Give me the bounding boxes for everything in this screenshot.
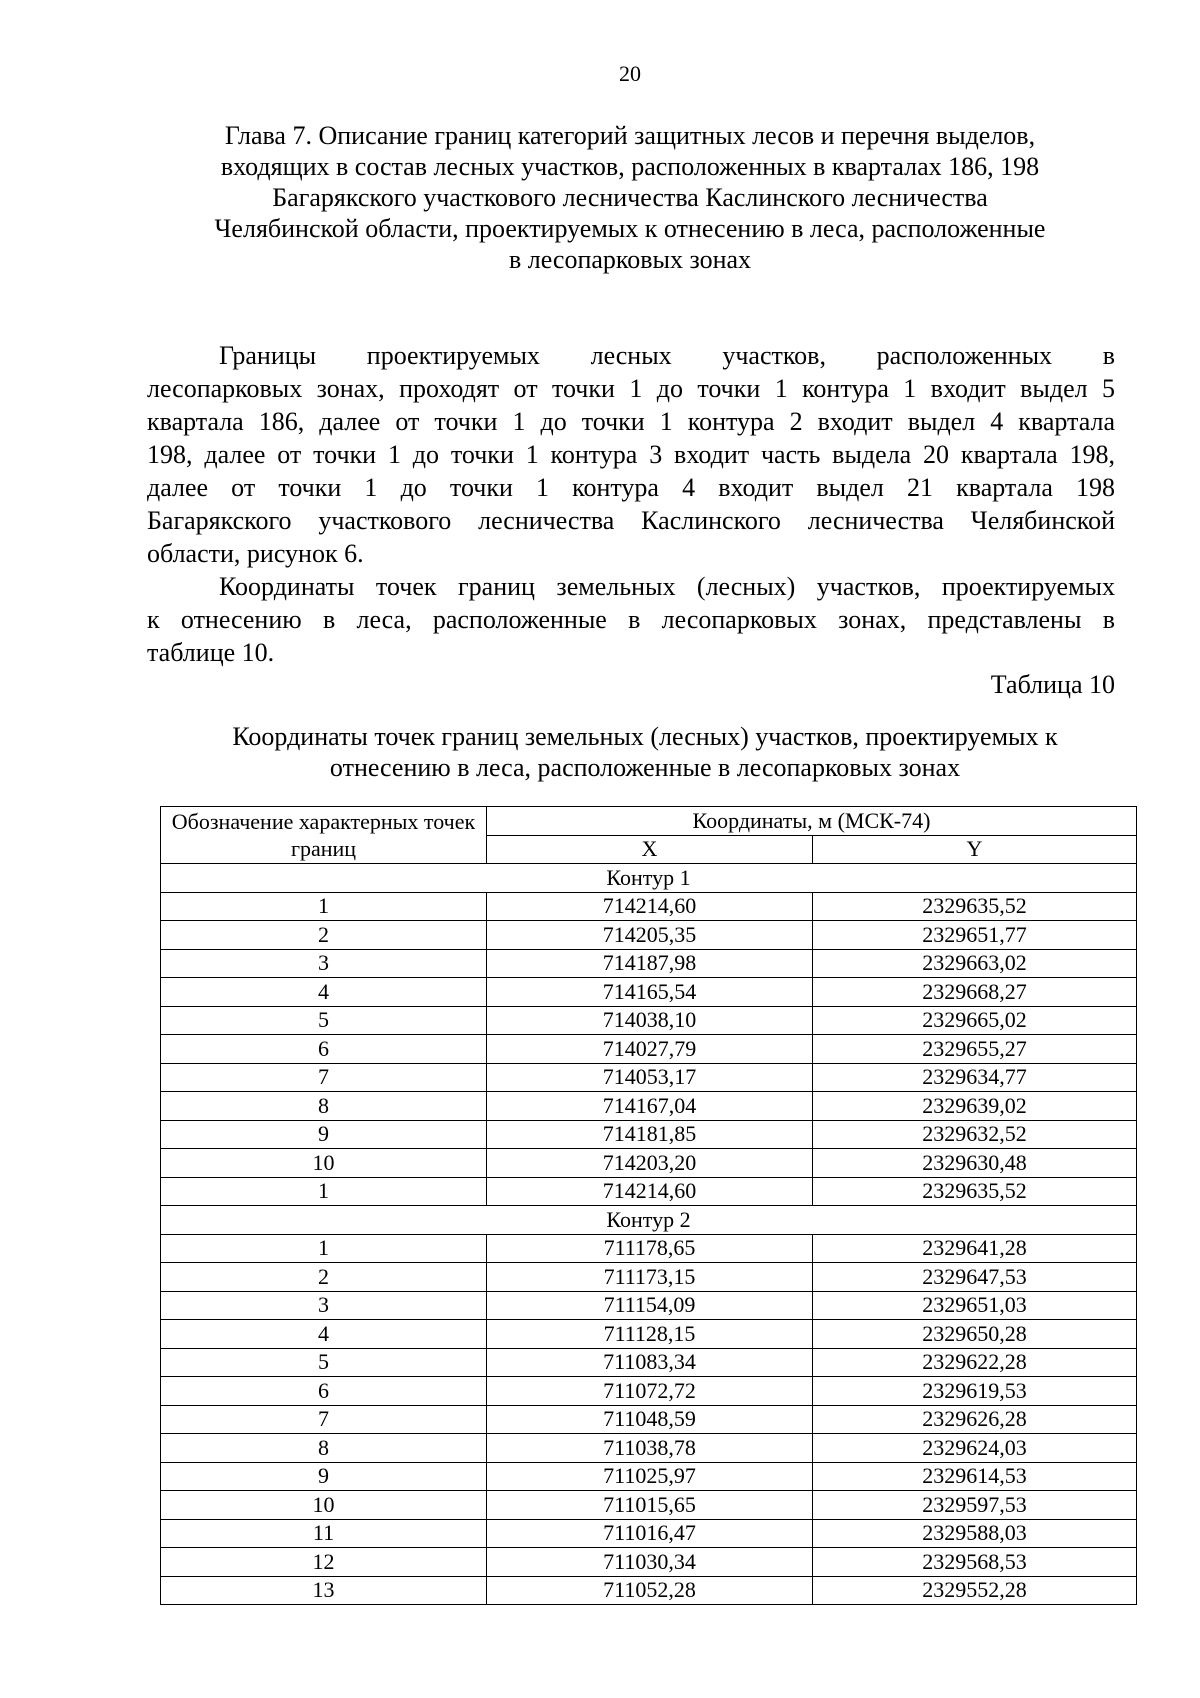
contour-row: [161, 864, 1137, 893]
y-coordinate-cell: 2329663,02: [813, 949, 1137, 978]
point-number-cell: 10: [161, 1149, 487, 1178]
contour-label: Контур 2: [161, 1206, 1137, 1235]
y-coordinate-cell: 2329635,52: [813, 892, 1137, 921]
x-coordinate-cell: 711052,28: [487, 1576, 813, 1605]
paragraph-line: области, рисунок 6.: [147, 539, 364, 568]
table-row: [161, 1377, 1137, 1406]
x-coordinate-cell: 714167,04: [487, 1092, 813, 1121]
table-caption: [150, 721, 1140, 783]
point-number-cell: 6: [161, 1035, 487, 1064]
y-coordinate-cell: 2329597,53: [813, 1491, 1137, 1520]
contour-row: [161, 1206, 1137, 1235]
x-coordinate-cell: 711038,78: [487, 1434, 813, 1463]
coordinates-paragraph: [147, 570, 1115, 669]
boundaries-paragraph: [147, 339, 1115, 570]
x-coordinate-cell: 711030,34: [487, 1548, 813, 1577]
point-number-cell: 7: [161, 1063, 487, 1092]
chapter-title-line: входящих в состав лесных участков, расположенных в кварталах 186, 198: [220, 152, 1040, 181]
table-number: Таблица 10: [990, 670, 1115, 699]
paragraph-line: к отнесению в леса, расположенные в лесопарковых зонах, представлены в: [147, 605, 1115, 634]
point-number-cell: 11: [161, 1519, 487, 1548]
point-number-cell: 5: [161, 1348, 487, 1377]
x-column-header: X: [487, 835, 813, 864]
point-number-cell: 4: [161, 978, 487, 1007]
points-column-header: Обозначение характерных точек границ: [161, 807, 487, 864]
x-coordinate-cell: 711016,47: [487, 1519, 813, 1548]
y-column-header: Y: [813, 835, 1137, 864]
paragraph-line: Багарякского участкового лесничества Каслинского лесничества Челябинской: [147, 506, 1115, 535]
y-coordinate-cell: 2329635,52: [813, 1177, 1137, 1206]
table-row: [161, 1177, 1137, 1206]
point-number-cell: 3: [161, 949, 487, 978]
point-number-cell: 1: [161, 1177, 487, 1206]
page-number: 20: [619, 61, 641, 86]
y-coordinate-cell: 2329568,53: [813, 1548, 1137, 1577]
point-number-cell: 3: [161, 1291, 487, 1320]
y-coordinate-cell: 2329626,28: [813, 1405, 1137, 1434]
y-coordinate-cell: 2329630,48: [813, 1149, 1137, 1178]
point-number-cell: 1: [161, 1234, 487, 1263]
chapter-title-line: в лесопарковых зонах: [508, 245, 752, 274]
table-caption-line: отнесению в леса, расположенные в лесопарковых зонах: [329, 753, 961, 782]
y-coordinate-cell: 2329588,03: [813, 1519, 1137, 1548]
contour-label: Контур 1: [161, 864, 1137, 893]
y-coordinate-cell: 2329650,28: [813, 1320, 1137, 1349]
point-number-cell: 8: [161, 1092, 487, 1121]
x-coordinate-cell: 714214,60: [487, 1177, 813, 1206]
x-coordinate-cell: 714187,98: [487, 949, 813, 978]
x-coordinate-cell: 714214,60: [487, 892, 813, 921]
y-coordinate-cell: 2329641,28: [813, 1234, 1137, 1263]
point-number-cell: 5: [161, 1006, 487, 1035]
x-coordinate-cell: 711025,97: [487, 1462, 813, 1491]
table-row: [161, 1491, 1137, 1520]
paragraph-line: Границы проектируемых лесных участков, расположенных в: [219, 341, 1115, 370]
x-coordinate-cell: 714038,10: [487, 1006, 813, 1035]
y-coordinate-cell: 2329668,27: [813, 978, 1137, 1007]
table-row: [161, 1234, 1137, 1263]
table-row: [161, 1006, 1137, 1035]
y-coordinate-cell: 2329619,53: [813, 1377, 1137, 1406]
table-row: [161, 1548, 1137, 1577]
point-number-cell: 9: [161, 1462, 487, 1491]
x-coordinate-cell: 711015,65: [487, 1491, 813, 1520]
table-row: [161, 1348, 1137, 1377]
x-coordinate-cell: 711048,59: [487, 1405, 813, 1434]
paragraph-line: 198, далее от точки 1 до точки 1 контура 3 входит часть выдела 20 квартала 198,: [147, 440, 1115, 469]
x-coordinate-cell: 711154,09: [487, 1291, 813, 1320]
x-coordinate-cell: 711128,15: [487, 1320, 813, 1349]
point-number-cell: 13: [161, 1576, 487, 1605]
y-coordinate-cell: 2329655,27: [813, 1035, 1137, 1064]
table-row: [161, 1263, 1137, 1292]
table-row: [161, 1092, 1137, 1121]
x-coordinate-cell: 714205,35: [487, 921, 813, 950]
table-row: [161, 1291, 1137, 1320]
table-row: [161, 1576, 1137, 1605]
x-coordinate-cell: 711173,15: [487, 1263, 813, 1292]
point-number-cell: 7: [161, 1405, 487, 1434]
x-coordinate-cell: 711083,34: [487, 1348, 813, 1377]
table-caption-line: Координаты точек границ земельных (лесных) участков, проектируемых к: [232, 722, 1058, 751]
chapter-title-line: Челябинской области, проектируемых к отнесению в леса, расположенные: [214, 214, 1046, 243]
y-coordinate-cell: 2329665,02: [813, 1006, 1137, 1035]
table-row: [161, 1462, 1137, 1491]
y-coordinate-cell: 2329639,02: [813, 1092, 1137, 1121]
y-coordinate-cell: 2329614,53: [813, 1462, 1137, 1491]
point-number-cell: 2: [161, 1263, 487, 1292]
chapter-title: [150, 120, 1110, 275]
y-coordinate-cell: 2329651,03: [813, 1291, 1137, 1320]
y-coordinate-cell: 2329632,52: [813, 1120, 1137, 1149]
point-number-cell: 9: [161, 1120, 487, 1149]
point-number-cell: 1: [161, 892, 487, 921]
y-coordinate-cell: 2329647,53: [813, 1263, 1137, 1292]
table-row: [161, 1519, 1137, 1548]
x-coordinate-cell: 714053,17: [487, 1063, 813, 1092]
chapter-title-line: Багарякского участкового лесничества Каслинского лесничества: [272, 183, 988, 212]
table-row: [161, 1320, 1137, 1349]
table-body: [161, 864, 1137, 1605]
y-coordinate-cell: 2329624,03: [813, 1434, 1137, 1463]
table-row: [161, 1434, 1137, 1463]
y-coordinate-cell: 2329622,28: [813, 1348, 1137, 1377]
table-row: [161, 921, 1137, 950]
point-number-cell: 4: [161, 1320, 487, 1349]
point-number-cell: 10: [161, 1491, 487, 1520]
table-row: [161, 978, 1137, 1007]
paragraph-line: Координаты точек границ земельных (лесных) участков, проектируемых: [219, 572, 1115, 601]
y-coordinate-cell: 2329552,28: [813, 1576, 1137, 1605]
x-coordinate-cell: 714165,54: [487, 978, 813, 1007]
paragraph-line: таблице 10.: [147, 638, 275, 667]
point-number-cell: 8: [161, 1434, 487, 1463]
point-number-cell: 6: [161, 1377, 487, 1406]
paragraph-line: далее от точки 1 до точки 1 контура 4 входит выдел 21 квартала 198: [147, 473, 1115, 502]
x-coordinate-cell: 711072,72: [487, 1377, 813, 1406]
x-coordinate-cell: 714203,20: [487, 1149, 813, 1178]
x-coordinate-cell: 711178,65: [487, 1234, 813, 1263]
point-number-cell: 12: [161, 1548, 487, 1577]
coordinates-table: [160, 806, 1137, 1605]
chapter-title-line: Глава 7. Описание границ категорий защитных лесов и перечня выделов,: [224, 121, 1036, 150]
paragraph-line: квартала 186, далее от точки 1 до точки 1 контура 2 входит выдел 4 квартала: [147, 407, 1115, 436]
table-row: [161, 1035, 1137, 1064]
y-coordinate-cell: 2329651,77: [813, 921, 1137, 950]
table-row: [161, 892, 1137, 921]
table-row: [161, 1149, 1137, 1178]
coordinates-column-header: Координаты, м (МСК-74): [487, 807, 1137, 836]
x-coordinate-cell: 714181,85: [487, 1120, 813, 1149]
table-row: [161, 1120, 1137, 1149]
point-number-cell: 2: [161, 921, 487, 950]
table-row: [161, 1063, 1137, 1092]
table-row: [161, 1405, 1137, 1434]
paragraph-line: лесопарковых зонах, проходят от точки 1 до точки 1 контура 1 входит выдел 5: [147, 374, 1115, 403]
x-coordinate-cell: 714027,79: [487, 1035, 813, 1064]
y-coordinate-cell: 2329634,77: [813, 1063, 1137, 1092]
table-row: [161, 949, 1137, 978]
